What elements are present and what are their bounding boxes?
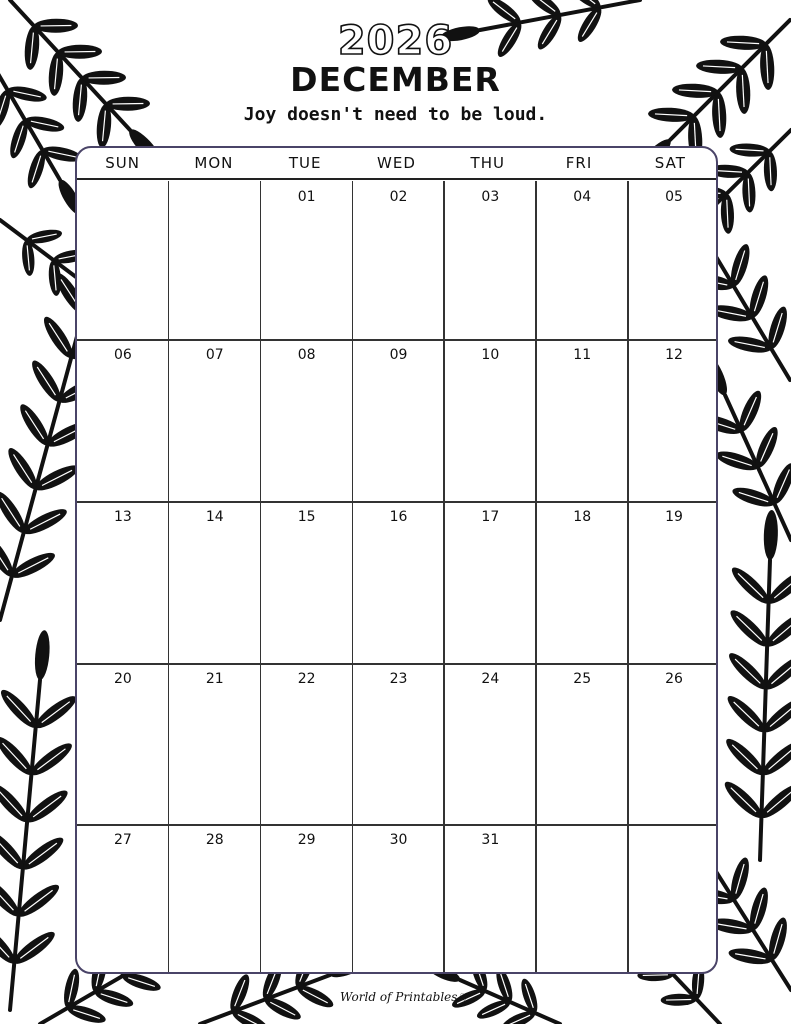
- day-number: 09: [389, 347, 408, 363]
- day-number: 26: [665, 671, 683, 687]
- day-number: 15: [297, 509, 316, 525]
- weekday-fri: FRI: [565, 154, 593, 172]
- column-divider: [168, 181, 170, 972]
- leaf-branch: [0, 630, 80, 1010]
- day-number: 21: [205, 671, 224, 687]
- weekday-sat: SAT: [654, 154, 686, 172]
- day-number: 02: [389, 189, 408, 205]
- day-number: 22: [297, 671, 316, 687]
- day-number: 10: [481, 347, 500, 363]
- day-number: 24: [481, 671, 500, 687]
- day-number: 23: [389, 671, 408, 687]
- day-number: 28: [205, 832, 224, 848]
- row-divider: [77, 501, 716, 503]
- day-number: 18: [573, 509, 592, 525]
- day-number: 14: [205, 509, 224, 525]
- day-number: 11: [573, 347, 592, 363]
- day-number: 31: [481, 832, 500, 848]
- row-divider: [77, 339, 716, 341]
- weekday-tue: TUE: [288, 154, 322, 172]
- column-divider: [260, 181, 262, 972]
- heart-icon: ♡: [459, 991, 470, 1004]
- column-divider: [352, 181, 354, 972]
- day-number: 04: [573, 189, 592, 205]
- month-title: DECEMBER: [290, 60, 501, 99]
- day-number: 20: [114, 671, 132, 687]
- day-number: 01: [297, 189, 316, 205]
- day-number: 16: [389, 509, 408, 525]
- day-number: 08: [297, 347, 316, 363]
- weekday-thu: THU: [470, 154, 505, 172]
- brand-text: World of Printables: [340, 990, 458, 1004]
- day-number: 13: [114, 509, 132, 525]
- quote-text: Joy doesn't need to be loud.: [243, 104, 548, 125]
- day-number: 30: [389, 832, 408, 848]
- brand-logo: [340, 990, 469, 1004]
- day-number: 07: [205, 347, 224, 363]
- day-number: 17: [481, 509, 500, 525]
- day-number: 03: [481, 189, 500, 205]
- weekday-header: [77, 148, 716, 180]
- day-number: 25: [573, 671, 592, 687]
- day-number: 29: [297, 832, 316, 848]
- year-title: 2026: [337, 18, 454, 64]
- column-divider: [627, 181, 629, 972]
- day-number: 12: [665, 347, 683, 363]
- calendar-grid: [75, 146, 718, 974]
- column-divider: [443, 181, 445, 972]
- day-number: 06: [114, 347, 132, 363]
- leaf-branch: [721, 510, 791, 860]
- weekday-wed: WED: [377, 154, 416, 172]
- day-number: 27: [114, 832, 132, 848]
- weekday-mon: MON: [194, 154, 234, 172]
- row-divider: [77, 663, 716, 665]
- day-number: 19: [665, 509, 683, 525]
- day-number: 05: [665, 189, 683, 205]
- row-divider: [77, 824, 716, 826]
- column-divider: [535, 181, 537, 972]
- weekday-sun: SUN: [105, 154, 140, 172]
